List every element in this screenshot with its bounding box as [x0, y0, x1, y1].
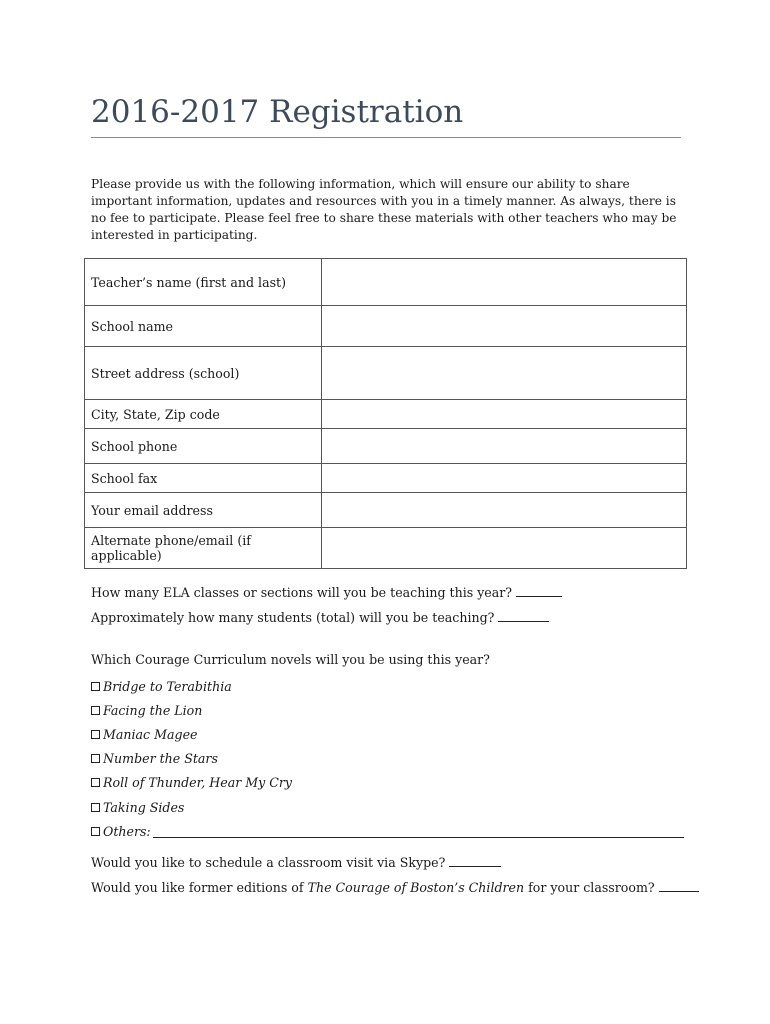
school-fax-field[interactable] — [322, 464, 687, 493]
row-label: School phone — [85, 429, 322, 464]
table-row — [85, 347, 687, 400]
table-row — [85, 400, 687, 429]
school-name-field[interactable] — [322, 306, 687, 347]
registration-table — [84, 258, 687, 569]
novel-label: Roll of Thunder, Hear My Cry — [103, 775, 293, 791]
novel-label: Maniac Magee — [103, 726, 198, 742]
list-item — [91, 698, 684, 722]
others-blank[interactable] — [153, 825, 684, 838]
list-item — [91, 771, 684, 795]
ela-classes-question — [91, 585, 562, 600]
row-label: Your email address — [85, 493, 322, 528]
school-phone-field[interactable] — [322, 429, 687, 464]
novel-label: Number the Stars — [103, 751, 218, 767]
former-editions-blank[interactable] — [659, 880, 699, 892]
row-label: School fax — [85, 464, 322, 493]
former-editions-question — [91, 880, 699, 895]
list-item — [91, 819, 684, 843]
table-row — [85, 306, 687, 347]
students-total-blank[interactable] — [498, 610, 549, 622]
street-address-field[interactable] — [322, 347, 687, 400]
question-text: How many ELA classes or sections will you be teaching this year? — [91, 585, 513, 600]
list-item — [91, 747, 684, 771]
novels-prompt: Which Courage Curriculum novels will you be using this year? — [91, 652, 490, 667]
list-item — [91, 795, 684, 819]
publication-title: The Courage of Boston’s Children — [307, 880, 525, 895]
question-text: Approximately how many students (total) will you be teaching? — [91, 610, 495, 625]
skype-question — [91, 855, 501, 870]
table-row — [85, 429, 687, 464]
question-text: Would you like to schedule a classroom visit via Skype? — [91, 855, 446, 870]
table-row — [85, 259, 687, 306]
page-title: 2016-2017 Registration — [91, 94, 464, 130]
title-divider — [91, 137, 681, 138]
checkbox[interactable] — [91, 730, 100, 739]
alternate-contact-field[interactable] — [322, 528, 687, 569]
table-row — [85, 493, 687, 528]
row-label: Teacher’s name (first and last) — [85, 259, 322, 306]
checkbox[interactable] — [91, 682, 100, 691]
question-text: for your classroom? — [528, 880, 655, 895]
teacher-name-field[interactable] — [322, 259, 687, 306]
novel-label: Facing the Lion — [103, 702, 203, 718]
novel-label: Others: — [103, 823, 151, 839]
row-label: City, State, Zip code — [85, 400, 322, 429]
checkbox[interactable] — [91, 803, 100, 812]
row-label: Alternate phone/email (if applicable) — [85, 528, 322, 569]
row-label: Street address (school) — [85, 347, 322, 400]
students-question — [91, 610, 549, 625]
intro-paragraph: Please provide us with the following information, which will ensure our ability to share important information, updates and resources with you in a timely manner. As always, there is no fee to participate. Please feel free to share these materials with other teachers who may be interested in participating. — [91, 177, 677, 242]
novel-label: Taking Sides — [103, 799, 185, 815]
checkbox[interactable] — [91, 778, 100, 787]
novel-label: Bridge to Terabithia — [103, 678, 232, 694]
skype-blank[interactable] — [449, 855, 501, 867]
table-row — [85, 464, 687, 493]
table-row — [85, 528, 687, 569]
checkbox[interactable] — [91, 754, 100, 763]
ela-classes-blank[interactable] — [516, 585, 562, 597]
row-label: School name — [85, 306, 322, 347]
checkbox[interactable] — [91, 706, 100, 715]
list-item — [91, 674, 684, 698]
city-state-zip-field[interactable] — [322, 400, 687, 429]
question-text: Would you like former editions of — [91, 880, 304, 895]
email-field[interactable] — [322, 493, 687, 528]
checkbox[interactable] — [91, 827, 100, 836]
novel-checklist — [91, 674, 684, 843]
list-item — [91, 722, 684, 746]
